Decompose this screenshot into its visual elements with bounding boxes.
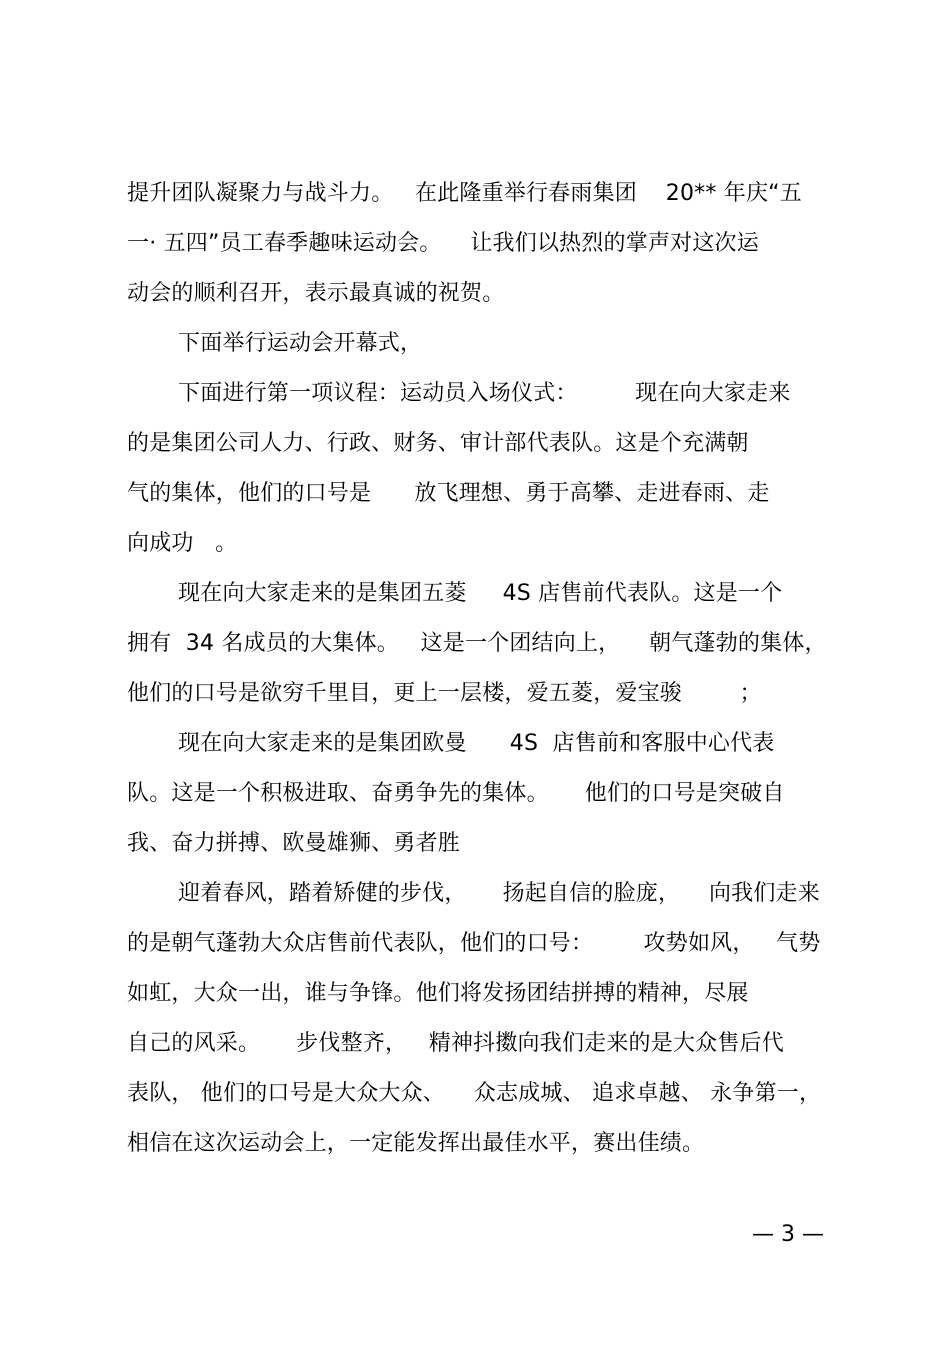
text-line-12: 现在向大家走来的是集团欧曼 4S 店售前和客服中心代表 xyxy=(178,731,775,756)
text-line-11: 他们的口号是欲穷千里目，更上一层楼，爱五菱，爱宝骏 ； xyxy=(127,681,762,706)
text-line-9: 现在向大家走来的是集团五菱 4S 店售前代表队。这是一个 xyxy=(178,581,783,606)
text-line-5: 下面进行第一项议程：运动员入场仪式： 现在向大家走来 xyxy=(178,381,791,406)
text-line-8: 向成功 。 xyxy=(127,531,238,556)
text-line-6: 的是集团公司人力、行政、财务、审计部代表队。这是个充满朝 xyxy=(127,431,749,456)
text-line-16: 的是朝气蓬勃大众店售前代表队，他们的口号： 攻势如风， 气势 xyxy=(127,931,821,956)
page-number: — 3 — xyxy=(752,1222,824,1247)
text-line-15: 迎着春风，踏着矫健的步伐， 扬起自信的脸庞， 向我们走来 xyxy=(178,881,820,906)
text-line-17: 如虹，大众一出，谁与争锋。他们将发扬团结拼搏的精神，尽展 xyxy=(127,981,749,1006)
text-line-19: 表队， 他们的口号是大众大众、 众志成城、 追求卓越、 永争第一， xyxy=(127,1081,822,1106)
text-line-18: 自己的风采。 步伐整齐， 精神抖擞向我们走来的是大众售后代 xyxy=(127,1031,784,1056)
text-line-4: 下面举行运动会开幕式， xyxy=(178,331,423,356)
text-line-7: 气的集体，他们的口号是 放飞理想、勇于高攀、走进春雨、走 xyxy=(127,481,770,506)
text-line-14: 我、奋力拼搏、欧曼雄狮、勇者胜 xyxy=(127,831,461,856)
text-line-2: 一· 五四”员工春季趣味运动会。 让我们以热烈的掌声对这次运 xyxy=(127,231,759,256)
text-line-13: 队。这是一个积极进取、奋勇争先的集体。 他们的口号是突破自 xyxy=(127,781,785,806)
text-line-3: 动会的顺利召开，表示最真诚的祝贺。 xyxy=(127,281,505,306)
text-line-20: 相信在这次运动会上，一定能发挥出最佳水平，赛出佳绩。 xyxy=(127,1131,705,1156)
text-line-1: 提升团队凝聚力与战斗力。 在此隆重举行春雨集团 20** 年庆“五 xyxy=(127,181,802,206)
text-line-10: 拥有 34 名成员的大集体。 这是一个团结向上， 朝气蓬勃的集体， xyxy=(127,631,827,656)
